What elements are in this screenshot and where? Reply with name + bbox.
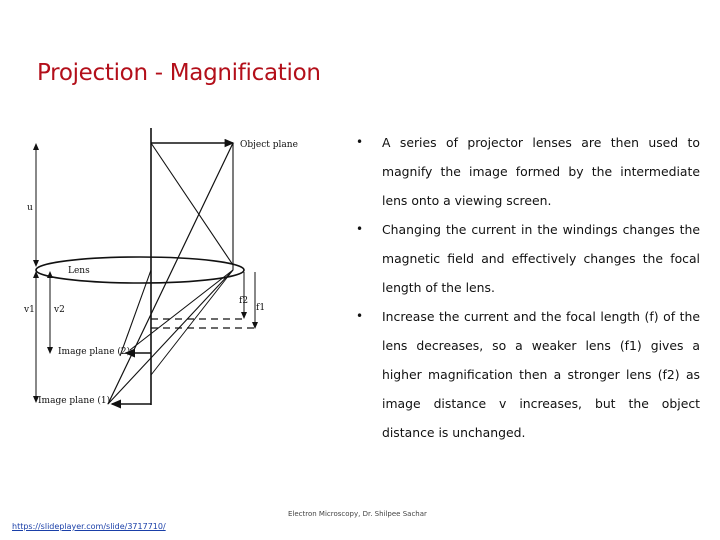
lens-label: Lens xyxy=(68,266,90,276)
image-plane-1-label: Image plane (1) xyxy=(38,396,111,406)
magnification-diagram xyxy=(20,120,340,420)
bullet-list xyxy=(350,128,700,447)
footer-credit: Electron Microscopy, Dr. Shilpee Sachar xyxy=(288,510,427,518)
bullet-symbol: • xyxy=(356,222,364,236)
object-diagonal xyxy=(151,143,233,265)
image-plane-2-label: Image plane (2) xyxy=(58,347,131,357)
bullet-symbol: • xyxy=(356,135,364,149)
source-link[interactable]: https://slideplayer.com/slide/3717710/ xyxy=(12,522,166,531)
v1-label: v1 xyxy=(24,305,35,315)
central-ray xyxy=(108,143,233,404)
object-plane-label: Object plane xyxy=(240,140,298,150)
bullet-text: A series of projector lenses are then used to magnify the image formed by the intermediate lens onto a viewing screen. xyxy=(382,135,700,208)
u-label: u xyxy=(27,203,33,213)
bullet-symbol: • xyxy=(356,309,364,323)
slide-title: Projection - Magnification xyxy=(37,60,321,86)
refracted-ray-4 xyxy=(151,270,233,375)
bullet-text: Changing the current in the windings changes the magnetic field and effectively changes the focal length of the lens. xyxy=(382,222,700,295)
bullet-item xyxy=(350,215,700,302)
bullet-item xyxy=(350,128,700,215)
f2-label: f2 xyxy=(239,296,249,306)
bullet-text: Increase the current and the focal length (f) of the lens decreases, so a weaker lens (f1) gives a higher magnification then a stronger lens (f2) as image distance v increases, but the object distance is unchanged. xyxy=(382,309,700,440)
v2-label: v2 xyxy=(54,305,65,315)
f1-label: f1 xyxy=(256,303,266,313)
bullet-item xyxy=(350,302,700,447)
